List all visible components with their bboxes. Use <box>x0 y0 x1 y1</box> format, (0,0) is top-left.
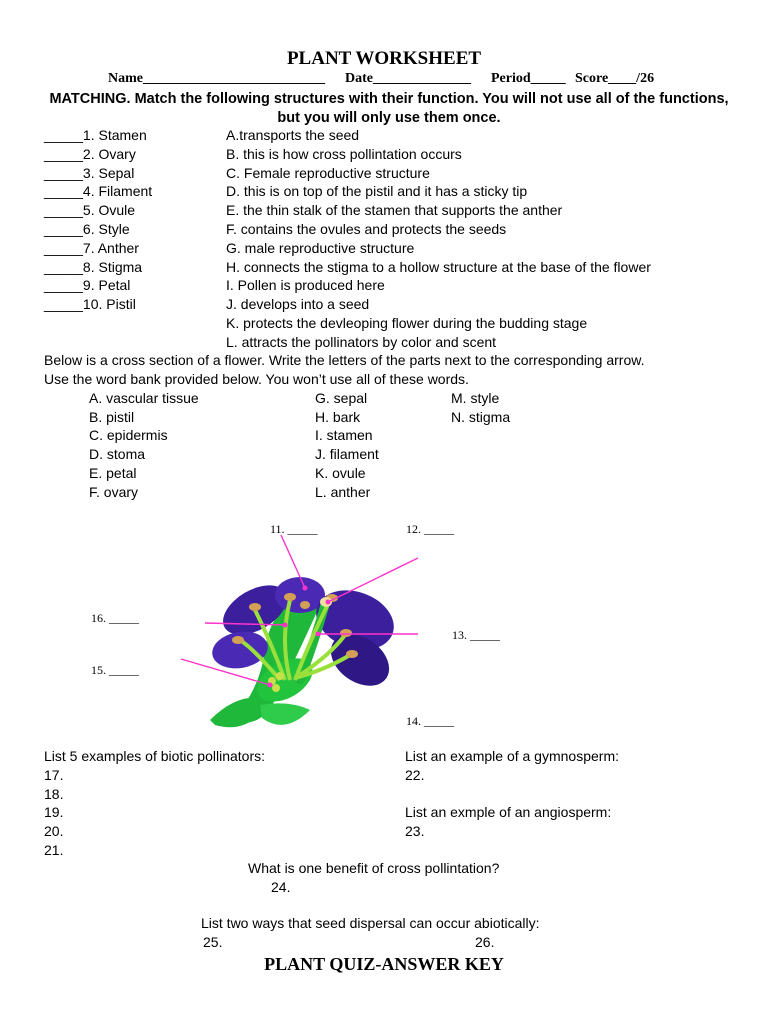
function-item: L. attracts the pollinators by color and scent <box>226 333 497 350</box>
label-11[interactable]: 11. _____ <box>270 522 318 536</box>
word-bank-item: E. petal <box>89 464 137 481</box>
dispersal-number-26[interactable]: 26. <box>475 934 495 950</box>
word-bank-item: F. ovary <box>89 483 139 500</box>
function-item: D. this is on top of the pistil and it has a sticky tip <box>226 183 528 200</box>
word-bank-item: C. epidermis <box>89 427 168 444</box>
sepal <box>210 698 270 728</box>
answer-key-title: PLANT QUIZ-ANSWER KEY <box>264 954 504 974</box>
function-item: G. male reproductive structure <box>226 239 415 256</box>
arrow-tip <box>268 683 273 688</box>
function-item: I. Pollen is produced here <box>226 277 385 294</box>
function-item: K. protects the devleoping flower during the budding stage <box>226 315 588 331</box>
structure-item[interactable]: _____7. Anther <box>44 239 139 256</box>
pollinators-prompt: List 5 examples of biotic pollinators: <box>44 748 265 764</box>
anther <box>300 601 310 609</box>
label-12[interactable]: 12. _____ <box>406 522 454 536</box>
word-bank-item: L. anther <box>315 483 371 500</box>
period-field[interactable]: Period_____ <box>491 71 566 86</box>
pollinator-number[interactable]: 19. <box>44 804 64 821</box>
word-bank-item: D. stoma <box>89 446 146 463</box>
pollinator-number[interactable]: 18. <box>44 785 64 802</box>
word-bank-item: A. vascular tissue <box>89 390 199 406</box>
arrow-tip <box>326 600 331 605</box>
angiosperm-prompt: List an exmple of an angiosperm: <box>405 804 612 820</box>
arrow-tip <box>283 623 288 628</box>
dispersal-prompt: List two ways that seed dispersal can occur abiotically: <box>201 915 540 931</box>
anther <box>284 593 296 601</box>
structure-item[interactable]: _____3. Sepal <box>44 164 135 181</box>
structure-item[interactable]: _____1. Stamen <box>44 127 147 143</box>
worksheet-title: PLANT WORKSHEET <box>286 48 482 69</box>
cross-section-instruction-1: Below is a cross section of a flower. Write the letters of the parts next to the corresponding arrow. <box>44 352 645 368</box>
date-field[interactable]: Date______________ <box>345 71 471 86</box>
function-item: C. Female reproductive structure <box>226 164 430 181</box>
flower-diagram <box>0 510 768 750</box>
anther <box>346 650 358 658</box>
word-bank-item: G. sepal <box>315 390 368 406</box>
pollinator-number[interactable]: 20. <box>44 823 64 840</box>
matching-instructions: MATCHING. Match the following structures with their function. You will not use all of the functions, but you will only use them once. <box>49 91 729 126</box>
arrow-12 <box>328 558 418 602</box>
word-bank-item: B. pistil <box>89 408 135 425</box>
anther <box>340 629 352 637</box>
word-bank-item: H. bark <box>315 408 361 425</box>
pollinator-number[interactable]: 17. <box>44 767 64 783</box>
angiosperm-number[interactable]: 23. <box>405 823 425 839</box>
arrow-tip <box>316 632 321 637</box>
word-bank-item: I. stamen <box>315 427 373 444</box>
structure-item[interactable]: _____4. Filament <box>44 183 153 200</box>
function-item: F. contains the ovules and protects the seeds <box>226 221 507 237</box>
ovule <box>272 684 280 692</box>
score-field[interactable]: Score____/26 <box>575 71 655 86</box>
anther <box>232 636 244 644</box>
label-14[interactable]: 14. _____ <box>406 714 454 728</box>
label-16[interactable]: 16. _____ <box>91 611 139 625</box>
dispersal-number-25[interactable]: 25. <box>203 934 223 950</box>
word-bank-item: J. filament <box>315 446 379 463</box>
word-bank-item: N. stigma <box>451 408 511 425</box>
label-13[interactable]: 13. _____ <box>452 628 500 642</box>
pollinator-number[interactable]: 21. <box>44 841 64 858</box>
anther <box>249 603 261 611</box>
cross-section-instruction-2: Use the word bank provided below. You won’t use all of these words. <box>44 371 469 387</box>
structure-item[interactable]: _____2. Ovary <box>44 145 136 162</box>
structure-item[interactable]: _____9. Petal <box>44 277 131 294</box>
cross-benefit-prompt: What is one benefit of cross pollintation? <box>248 860 500 876</box>
word-bank-item: M. style <box>451 390 500 406</box>
word-bank-item: K. ovule <box>315 464 366 481</box>
sepal <box>260 703 310 725</box>
name-field[interactable]: Name__________________________ <box>108 71 325 86</box>
structure-item[interactable]: _____6. Style <box>44 221 130 237</box>
structure-item[interactable]: _____10. Pistil <box>44 296 136 313</box>
arrow-tip <box>303 586 308 591</box>
label-15[interactable]: 15. _____ <box>91 663 139 677</box>
function-item: E. the thin stalk of the stamen that supports the anther <box>226 202 563 219</box>
structure-item[interactable]: _____5. Ovule <box>44 202 136 219</box>
gymnosperm-prompt: List an example of a gymnosperm: <box>405 748 619 764</box>
function-item: A.transports the seed <box>226 127 360 143</box>
function-item: B. this is how cross pollintation occurs <box>226 145 462 162</box>
structure-item[interactable]: _____8. Stigma <box>44 258 143 275</box>
ovule <box>276 672 284 680</box>
cross-benefit-number[interactable]: 24. <box>271 879 291 895</box>
function-item: H. connects the stigma to a hollow structure at the base of the flower <box>226 258 651 275</box>
petal <box>209 627 270 672</box>
gymnosperm-number[interactable]: 22. <box>405 767 425 783</box>
function-item: J. develops into a seed <box>226 296 370 313</box>
